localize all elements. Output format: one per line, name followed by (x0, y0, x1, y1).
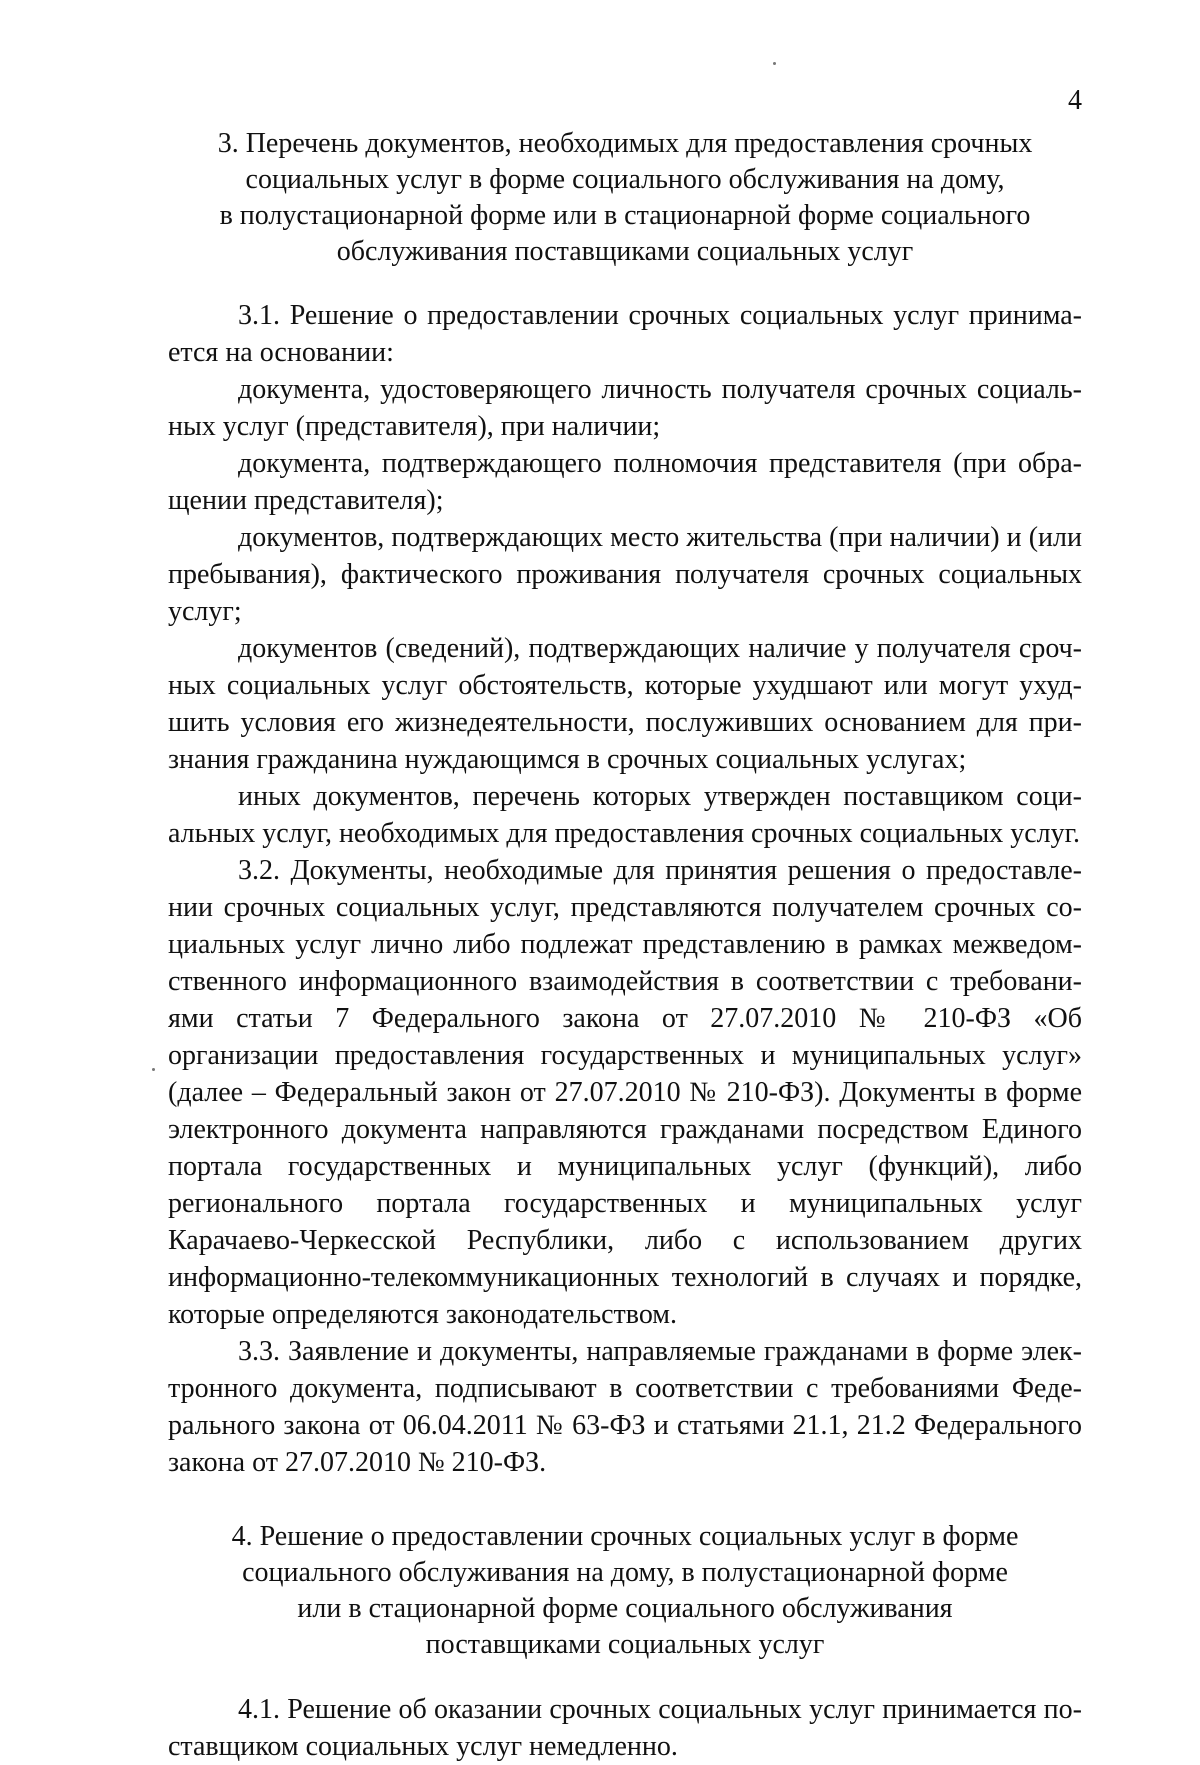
paragraph-4-1: 4.1. Решение об оказании срочных социальных услуг принимается поставщиком социальных услуг немедленно. (168, 1694, 1082, 1762)
paragraph-3-3: 3.3. Заявление и документы, направляемые гражданами в форме электронного документа, подписывают в соответствии с требованиями Федерального закона от 06.04.2011 № 63-ФЗ и статьями 21.1, 21.2 Федерального закона от 27.07.2010 № 210-ФЗ. (168, 1336, 1082, 1478)
paragraph-3-2: 3.2. Документы, необходимые для принятия решения о предоставлении срочных социальных услуг, представляются получателем срочных социальных услуг лично либо подлежат представлению в рамках межведомственного информационного взаимодействия в соответствии с требованиями статьи 7 Федерального закона от 27.07.2010 № 210-ФЗ «Об организации предоставления государственных и муниципальных услуг» (далее – Федеральный закон от 27.07.2010 № 210-ФЗ). Документы в форме электронного документа направляются гражданами посредством Единого портала государственных и муниципальных услуг (функций), либо регионального портала государственных и муниципальных услуг Карачаево-Черкесской Республики, либо с использованием других информационно-телекоммуникационных технологий в случаях и порядке, которые определяются законодательством. (168, 855, 1082, 1330)
paragraph-residence-documents: документов, подтверждающих место жительства (при наличии) и (или пребывания), фактического проживания получателя срочных социальных услуг; (168, 522, 1082, 627)
heading-line: обслуживания поставщиками социальных услуг (336, 236, 914, 267)
heading-line: или в стационарной форме социального обслуживания (297, 1593, 953, 1624)
paragraph-circumstances-documents: документов (сведений), подтверждающих наличие у получателя срочных социальных услуг обстоятельств, которые ухудшают или могут ухудшить условия его жизнедеятельности, послуживших основанием для признания гражданина нуждающимся в срочных социальных услугах; (168, 633, 1082, 775)
section-4-heading (168, 1519, 1082, 1663)
paragraph-representative-authority: документа, подтверждающего полномочия представителя (при обращении представителя); (168, 448, 1082, 516)
spacer (168, 270, 1082, 297)
spacer (168, 1663, 1082, 1691)
heading-line: поставщиками социальных услуг (425, 1629, 825, 1660)
paragraph-identity-document: документа, удостоверяющего личность получателя срочных социальных услуг (представителя), при наличии; (168, 374, 1082, 442)
heading-line: 4. Решение о предоставлении срочных социальных услуг в форме (231, 1521, 1019, 1552)
page-number: 4 (1068, 85, 1082, 116)
document-body (168, 126, 1082, 1765)
heading-line: в полустационарной форме или в стационарной форме социального (219, 200, 1031, 231)
scan-speck (152, 1068, 155, 1071)
spacer (168, 1481, 1082, 1519)
heading-line: 3. Перечень документов, необходимых для предоставления срочных (217, 128, 1033, 159)
paragraph-3-1: 3.1. Решение о предоставлении срочных социальных услуг принимается на основании: (168, 300, 1082, 368)
heading-line: социального обслуживания на дому, в полустационарной форме (242, 1557, 1008, 1588)
section-3-heading (168, 126, 1082, 270)
scan-speck (773, 62, 776, 65)
paragraph-other-documents: иных документов, перечень которых утвержден поставщиком социальных услуг, необходимых для предоставления срочных социальных услуг. (168, 781, 1082, 849)
heading-line: социальных услуг в форме социального обслуживания на дому, (245, 164, 1005, 195)
